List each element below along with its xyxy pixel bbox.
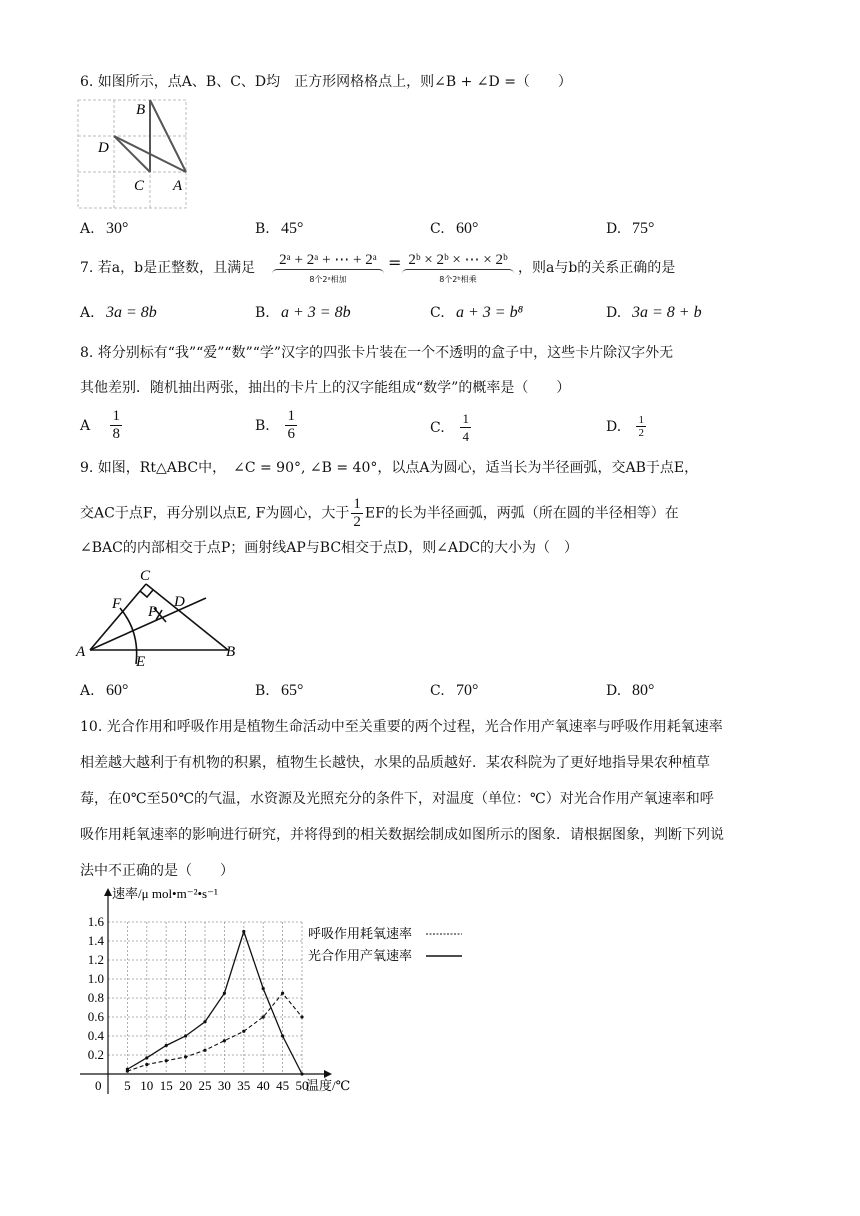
q10-stem-line1: 10. 光合作用和呼吸作用是植物生命活动中至关重要的两个过程，光合作用产氧速率与呼吸作用耗氧速率 <box>80 719 723 735</box>
respiration-point <box>145 1063 148 1066</box>
q8-option-a[interactable]: A $\frac{1}{8}$ <box>80 408 120 442</box>
photosynthesis-point <box>145 1056 148 1059</box>
q10-stem-line4: 吸作用耗氧速率的影响进行研究，并将得到的相关数据绘制成如图所示的图象．请根据图象，判断下列说 <box>80 827 724 843</box>
photosynthesis-point <box>184 1034 187 1037</box>
q8-option-c[interactable]: C. $\frac{1}{4}$ <box>430 411 469 444</box>
chart-axes <box>80 888 332 1094</box>
x-tick-label: 25 <box>198 1078 212 1093</box>
q9-label-d: D <box>174 594 185 610</box>
x-tick-label: 45 <box>276 1078 290 1093</box>
q6-label-b: B <box>136 102 146 118</box>
respiration-point <box>184 1055 187 1058</box>
respiration-point <box>203 1049 206 1052</box>
q9-label-c: C <box>140 568 151 584</box>
q9-option-a[interactable]: A. 60° <box>80 682 129 699</box>
photosynthesis-point <box>262 987 265 990</box>
chart-y-axis-label: 速率/μ mol•m⁻²•s⁻¹ <box>112 886 218 901</box>
q9-option-b[interactable]: B. 65° <box>255 682 304 699</box>
respiration-point <box>223 1039 226 1042</box>
x-tick-label: 30 <box>217 1078 231 1093</box>
photosynthesis-point <box>223 992 226 995</box>
q9-stem-line2: 交AC于点F，再分别以点E, F为圆心，大于 $\frac{1}{2}$ EF的长为半径画弧，两弧（所在圆的半径相等）在 <box>80 496 679 530</box>
q9-stem-line3: ∠BAC的内部相交于点P；画射线AP与BC相交于点D，则∠ADC的大小为（ ） <box>80 540 579 556</box>
respiration-point <box>300 1015 303 1018</box>
chart-x-axis-label: 温度/℃ <box>306 1078 351 1093</box>
legend-respiration-label: 呼吸作用耗氧速率 <box>308 926 413 941</box>
photosynthesis-point <box>281 1034 284 1037</box>
rate-temperature-chart <box>70 880 490 1100</box>
chart-series <box>126 930 304 1076</box>
q9-triangle-figure <box>74 562 244 672</box>
q7-stem-pre: 7. 若a，b是正整数，且满足 <box>80 260 256 276</box>
q10-stem-line5: 法中不正确的是（ ） <box>80 863 234 879</box>
respiration-point <box>262 1015 265 1018</box>
x-tick-label: 35 <box>237 1078 251 1093</box>
q9-option-d[interactable]: D. 80° <box>606 682 655 699</box>
x-tick-label: 5 <box>124 1078 131 1093</box>
q6-option-d[interactable]: D. 75° <box>606 220 655 237</box>
photosynthesis-point <box>300 1072 303 1075</box>
x-tick-label: 40 <box>256 1078 270 1093</box>
q6-label-d: D <box>98 140 109 156</box>
x-tick-label: 20 <box>179 1078 193 1093</box>
q10-stem-line2: 相差越大越利于有机物的积累，植物生长越快，水果的品质越好．某农科院为了更好地指导果农种植草 <box>80 755 710 771</box>
x-tick-label: 50 <box>295 1078 309 1093</box>
q7-lhs: 2ᵃ + 2ᵃ + ⋯ + 2ᵃ 8个2ᵃ相加 <box>272 250 384 285</box>
q9-label-b: B <box>226 644 236 660</box>
y-tick-label: 1.0 <box>87 971 104 986</box>
q7-option-c[interactable]: C. a + 3 = b⁸ <box>430 304 524 321</box>
q8-stem-line2: 其他差别．随机抽出两张，抽出的卡片上的汉字能组成“数学”的概率是（ ） <box>80 380 571 396</box>
q6-label-c: C <box>134 178 145 194</box>
x-tick-label: 10 <box>140 1078 154 1093</box>
y-tick-label: 1.4 <box>87 933 104 948</box>
y-tick-label: 0.6 <box>87 1009 104 1024</box>
q8-option-d[interactable]: D. $\frac{1}{2}$ <box>606 414 644 439</box>
respiration-point <box>126 1070 129 1073</box>
q9-label-e: E <box>136 654 146 670</box>
q7-option-d[interactable]: D. 3a = 8 + b <box>606 304 702 321</box>
q7-option-a[interactable]: A. 3a = 8b <box>80 304 157 321</box>
q7-equals: = <box>388 253 402 272</box>
respiration-point <box>165 1059 168 1062</box>
y-tick-label: 0.2 <box>87 1047 104 1062</box>
q8-option-b[interactable]: B. $\frac{1}{6}$ <box>255 408 295 442</box>
photosynthesis-point <box>203 1020 206 1023</box>
q9-label-a: A <box>76 644 86 660</box>
q6-grid-figure <box>76 98 192 210</box>
q6-label-a: A <box>173 178 183 194</box>
y-tick-label: 0.4 <box>87 1028 104 1043</box>
respiration-point <box>281 992 284 995</box>
q7-stem-post: ，则a与b的关系正确的是 <box>518 260 676 276</box>
photosynthesis-point <box>165 1044 168 1047</box>
q8-stem-line1: 8. 将分别标有“我”“爱”“数”“学”汉字的四张卡片装在一个不透明的盒子中，这些卡片除汉字外无 <box>80 345 674 361</box>
y-tick-label: 1.6 <box>87 914 104 929</box>
q7-option-b[interactable]: B. a + 3 = 8b <box>255 304 351 321</box>
q6-option-a[interactable]: A. 30° <box>80 220 129 237</box>
y-tick-label: 0.8 <box>87 990 104 1005</box>
q6-option-b[interactable]: B. 45° <box>255 220 304 237</box>
q9-stem-line1: 9. 如图，Rt△ABC中， ∠C = 90°, ∠B = 40°，以点A为圆心，适当长为半径画弧，交AB于点E， <box>80 460 699 476</box>
q7-rhs: 2ᵇ × 2ᵇ × ⋯ × 2ᵇ 8个2ᵇ相乘 <box>402 250 514 285</box>
respiration-point <box>242 1030 245 1033</box>
respiration-line <box>127 993 302 1071</box>
y-tick-label: 1.2 <box>87 952 104 967</box>
chart-origin-label: 0 <box>95 1078 102 1093</box>
q6-option-c[interactable]: C. 60° <box>430 220 479 237</box>
photosynthesis-point <box>242 930 245 933</box>
q9-label-p: P <box>148 604 158 620</box>
x-axis-arrow-icon <box>324 1070 332 1078</box>
q9-label-f: F <box>112 596 122 612</box>
q6-stem: 6. 如图所示，点A、B、C、D均 正方形网格格点上，则∠B + ∠D =（ ） <box>80 74 572 90</box>
photosynthesis-line <box>127 932 302 1075</box>
x-tick-label: 15 <box>159 1078 173 1093</box>
legend-photosynthesis-label: 光合作用产氧速率 <box>308 948 413 963</box>
q10-stem-line3: 莓，在0℃至50℃的气温，水资源及光照充分的条件下，对温度（单位：℃）对光合作用产氧速率和呼 <box>80 791 714 807</box>
y-axis-arrow-icon <box>104 888 112 896</box>
q9-option-c[interactable]: C. 70° <box>430 682 479 699</box>
